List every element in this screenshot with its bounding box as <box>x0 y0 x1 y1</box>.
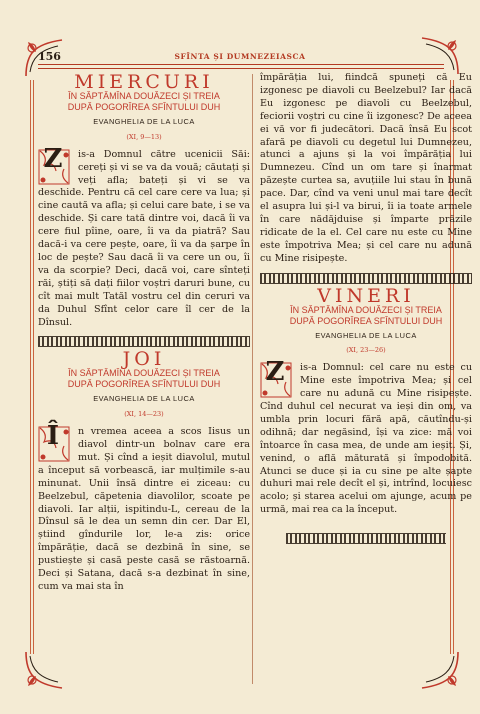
section-subtitle: DUPĂ POGORÎREA SFÎNTULUI DUH <box>67 101 221 112</box>
gospel-label: EVANGHELIA DE LA LUCA <box>93 116 195 126</box>
dropcap-letter: Z <box>265 357 285 388</box>
left-column <box>38 72 250 594</box>
ornament-divider <box>38 336 250 347</box>
reading-text <box>38 421 250 594</box>
reading-body: is-a Domnul: cel care nu este cu Mine este împotriva Mea; și cel care nu adună cu Mine risipește. Cînd duhul cel necurat va ieși din om, va umbla prin locuri fără apă, căutîndu-și odihnă; dar negăsind, își va zice: mă voi întoarce în casa mea, de unde am ieșit. Și, venind, o află măturată și împodobită. Atunci se duce și ia cu sine pe alte șapte duhuri mai rele decît el și, intrînd, locuiesc acolo; și starea acelui om ajunge, acum pe urmă, mai rea ca la început. <box>260 362 472 516</box>
reading-text <box>260 357 472 517</box>
right-column <box>260 72 472 544</box>
verse-reference: (XI, 14—23) <box>124 410 164 419</box>
dropcap-letter: Z <box>43 143 63 174</box>
header-rule <box>38 64 444 69</box>
reading-body: n vremea aceea a scos Iisus un diavol dintr-un bolnav care era mut. Și cînd a ieșit diavolul, mutul a început să vorbească, iar mulțimile s-au minunat. Unii însă dintre ei ziceau: cu Beelzebul, căpetenia diavolilor, scoate pe diavoli. Iar alții, ispitindu-L, cereau de la Dînsul să le dea un semn din cer. Dar El, știind gîndurile lor, le-a zis: orice împărăție, dacă se dezbină în sine, se pustiește și casă peste casă se răstoarnă. Deci și Satana, dacă s-a dezbinat în sine, cum va mai sta în <box>38 426 250 592</box>
reading-continuation: împărăția lui, fiindcă spuneți că Eu izgonesc pe diavoli cu Beelzebul? Iar dacă Eu izgonesc pe diavoli cu Beelzebul, feciorii voștri cu cine îi izgonesc? De aceea ei vă vor fi judecători. Dacă însă Eu scot afară pe diavoli cu degetul lui Dumnezeu, atunci a ajuns și la voi împărăția lui Dumnezeu. Cînd un om tare și înarmat păzește curtea sa, avuțiile lui stau în bună pace. Dar, cînd va veni unul mai tare decît el asupra lui și-l va birui, îi ia toate armele în care nădăjduise și împarte prăzile ridicate de la el. Cel care nu este cu Mine este împotriva Mea; și cel care nu adună cu Mine risipește. <box>260 72 472 264</box>
section-title-vineri: VINERI <box>317 284 415 307</box>
section-subtitle: DUPĂ POGORÎREA SFÎNTULUI DUH <box>67 379 221 390</box>
corner-ornament-icon <box>418 648 462 692</box>
section-subtitle: ÎN SĂPTĂMÎNA DOUĂZECI ȘI TREIA <box>68 90 220 101</box>
dropcap <box>38 421 74 464</box>
page-number: 156 <box>38 50 61 63</box>
dropcap <box>260 357 296 400</box>
reading-body: is-a Domnul către ucenicii Săi: cereți și vi se va da vouă; căutați și veți afla; bateți și vi se va deschide. Pentru că cel care cere va lua; și cine caută va afla; și celui care bate, i se va deschide. Și care tată dintre voi, dacă îi va cere fiul pîine, oare, îi va da piatră? Sau dacă-i va cere pește, oare, îi va da șarpe în loc de pește? Sau dacă îi va cere un ou, îi va da scorpie? Deci, dacă voi, care sînteți răi, știți să dați fiilor voștri daruri bune, cu cît mai mult Tatăl vostru cel din ceruri va da Duhul Sfînt celor care îl cer de la Dînsul. <box>38 148 250 328</box>
section-subtitle: ÎN SĂPTĂMÎNA DOUĂZECI ȘI TREIA <box>290 304 442 315</box>
border-line-left <box>30 80 34 654</box>
dropcap-letter: Î <box>46 421 60 452</box>
corner-ornament-icon <box>22 648 66 692</box>
ornament-divider-end <box>286 533 446 544</box>
section-subtitle: DUPĂ POGORÎREA SFÎNTULUI DUH <box>289 315 443 326</box>
ornament-divider <box>260 273 472 284</box>
column-divider <box>252 74 253 684</box>
running-title: SFÎNTA ȘI DUMNEZEIASCA <box>174 52 306 61</box>
gospel-label: EVANGHELIA DE LA LUCA <box>93 394 195 404</box>
gospel-label: EVANGHELIA DE LA LUCA <box>315 330 417 340</box>
verse-reference: (XI, 9—13) <box>126 132 162 141</box>
dropcap <box>38 143 74 187</box>
section-title-joi: JOI <box>122 348 166 371</box>
verse-reference: (XI, 23—26) <box>346 346 386 355</box>
section-title-miercuri: MIERCURI <box>74 71 214 93</box>
section-subtitle: ÎN SĂPTĂMÎNA DOUĂZECI ȘI TREIA <box>68 368 220 379</box>
reading-text <box>38 143 250 330</box>
